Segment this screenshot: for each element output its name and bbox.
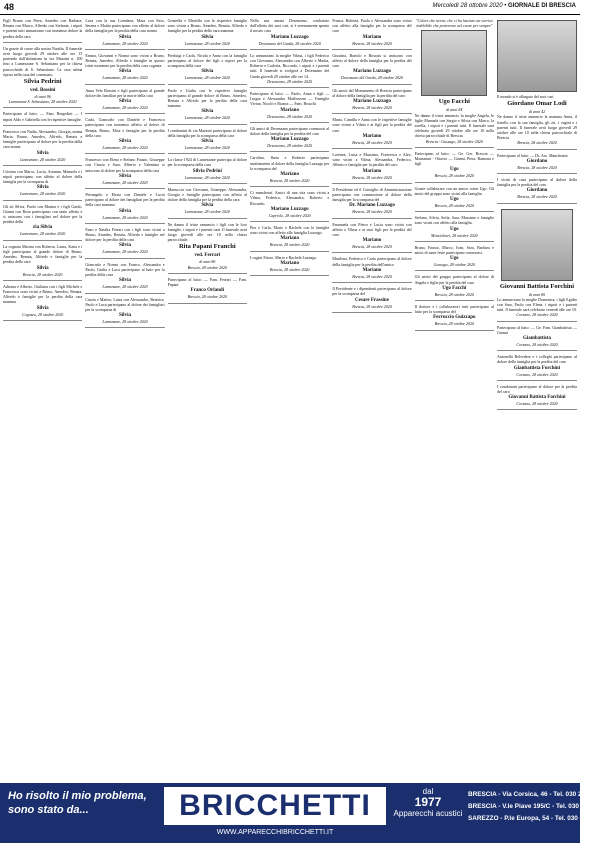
notice-date: Corzano, 28 ottobre 2020 (516, 371, 558, 377)
notice-date: Brescia - Gussago, 28 ottobre 2020 (425, 138, 483, 144)
notice-text: Franca, Roberta, Paolo e Alessandra sono vicini con affetto alla famiglia per la scomparsa del caro (332, 18, 412, 34)
deceased-name: Giovanni Battista Forchini (499, 282, 575, 290)
notice-text: Il Presidente e i dipendenti partecipano al dolore per la scomparsa del (332, 286, 412, 297)
notice-text: Graziella e Mariella con le rispettive famiglie sono vicine a Bruno, Amedeo, Renata, Alfredo e famiglie per la perdita della cara mamma (167, 18, 247, 34)
column-3 (168, 17, 247, 780)
notice-text: Anna Vela Bossini e figli partecipano al grande dolore dei familiari per la morte della cara (85, 87, 165, 98)
deceased-name: Cesare Frassine (355, 297, 389, 303)
notice-date: Brescia, 28 ottobre 2020 (517, 194, 557, 200)
obituary-notice (168, 156, 247, 184)
notice-text: Partecipano al lutto: — Dr. Ass. Manchesini (496, 152, 568, 158)
notice-date: Brescia, 28 ottobre 2020 (352, 244, 392, 250)
notice-text: Partecipano al lutto: — Fam. Ferrari — Fam. Papani (167, 276, 247, 288)
column-6 (415, 17, 494, 780)
notice-text: Ci mancherai. Amici di una vita sono vicini a Vilma, Federico, Alessandra, Roberto e Riccardo. (249, 190, 330, 206)
obituary-notice (415, 303, 494, 331)
notice-text: Giustina, Bartolo e Rosaria si uniscono con affetto al dolore della famiglia per la perdita del caro (332, 52, 412, 69)
notice-date: Lumezzane, 28 ottobre 2020 (102, 249, 148, 255)
deceased-name: Silvia (119, 243, 131, 249)
notice-date: Brescia, 28 ottobre 2020 (352, 105, 392, 111)
notice-date: Lumezzane, 28 ottobre 2020 (102, 319, 148, 325)
deceased-age: di anni 84 (446, 107, 463, 113)
deceased-name: Silvia (201, 203, 214, 209)
deceased-name: Silvia Pedrini (192, 168, 222, 174)
notice-date: Lumezzane, 28 ottobre 2020 (102, 145, 148, 151)
notice-text: Un grazie di cuore alla nostra Natalia. Il funerale avrà luogo giovedì 29 ottobre alle ore 15 partendo dall'abitazione in via Mazzini n. 100 fino a Lumezzane S. Sebastiano per la chiesa parrocchiale di S. Sebastiano. La cara salma riposa nella casa del commiato. (3, 45, 83, 77)
notice-text: Francesco con Nadia, Alessandro, Giorgia, nonna Maria, Bruno, Amedeo, Alfredo, Renata e famiglie partecipano al dolore per la perdita della cara nonna (3, 128, 83, 150)
notice-text: Carolina, Ilaria e Roberto partecipano sentitamente al dolore della famiglia Luzzago per la scomparsa del (249, 155, 330, 171)
obituary-notice (3, 283, 82, 321)
notice-text: Cinzia e Matteo, Luisa con Alessandro, Beatrice, Paolo e Luca partecipano al dolore dei famigliari per la scomparsa di (85, 296, 165, 312)
deceased-age: di anni 96 (34, 94, 51, 100)
notice-text: Gli amici del Monumento di Brescia partecipano al dolore della famiglia per la perdita del caro (332, 87, 412, 98)
ad-slogan: Ho risolto il mio problema, sono stato da... (8, 790, 147, 816)
deceased-name: Mariano (362, 34, 382, 40)
notice-text: Adriana e Alberto, Giuliana con i figli Michele e Francesca sono vicini a Bruno, Amedeo, Renata, Alfredo e famiglie per la perdita della cara mamma (3, 283, 83, 305)
notice-date: Lumezzane, 28 ottobre 2020 (102, 75, 148, 81)
notice-text: Ne danno il triste annuncio i figli con le loro famiglie, i nipoti e i parenti tutti. Il funerale avrà luogo giovedì alle ore 10 nella chiesa parrocchiale. (167, 221, 247, 243)
notice-text: Il dottore e i collaboratori tutti partecipano al lutto per la scomparsa del (414, 304, 494, 315)
notice-text: Lo annunciano la moglie Vilma, i figli Federico con Giovanna, Alessandra con Alberto e Mattia, Roberto e Carlotta, Riccardo, i nipoti e i parenti tutti. Il funerale si svolgerà a Desenzano del Garda giovedì 29 ottobre alle ore 14. (249, 52, 330, 79)
deceased-age: di anni 80 (528, 291, 546, 297)
notice-text: I cugini Ettore, Mario e Rachele Luzzago. (249, 254, 318, 260)
header-date: Mercoledì 28 ottobre 2020 (432, 3, 503, 9)
notice-date: Corzano, 28 ottobre 2020 (516, 342, 558, 348)
portrait-photo (501, 209, 573, 281)
deceased-name: Silvia (119, 99, 131, 105)
notice-date: Lumezzane, 28 ottobre 2020 (20, 231, 66, 237)
portrait-photo (497, 20, 577, 92)
obituary-notice (3, 45, 82, 109)
obituary-notice (250, 154, 329, 187)
notice-date: Lumezzane, 28 ottobre 2020 (184, 209, 230, 215)
notice-date: Brescia, 28 ottobre 2020 (352, 303, 392, 309)
deceased-name: Mariano Luzzago (353, 99, 391, 105)
deceased-subname: ved. Bossini (30, 88, 56, 94)
deceased-name: Giambattista (522, 336, 551, 342)
notice-text: Bruno, Fausto, Marco, Ivan, Sara, Barbara e amici di tante feste partecipano commossi. (414, 244, 494, 256)
notice-text: Luca con la sua Loredana, Mara con Ezio, Serena e Mattia partecipano con affetto al dolore della famiglia per la perdita della cara nonna (85, 18, 165, 34)
notice-text: Emma, Giovanni e Nonna sono vicini a Bruno, Renata, Amedeo, Alfredo e famiglie in questo triste momento per la perdita della cara cognata (85, 52, 165, 69)
notice-date: Brescia, 28 ottobre 2020 (269, 242, 310, 248)
notice-text: Figli Bruno con Piera, Amedeo con Barbara, Renata con Marco, Alfredo con Stefania, i nipoti e parenti tutti annunciano con immenso dolore la perdita della cara (3, 18, 83, 39)
obituary-notice (3, 110, 82, 125)
deceased-name: Silvia (36, 305, 49, 311)
deceased-name: Mariano (280, 107, 299, 113)
obituary-notice (168, 127, 247, 155)
obituary-notice (85, 261, 164, 294)
notice-text: Nella sua amata Desenzano, confortato dall'affetto dei suoi cari, si è serenamente spento il nostro caro (249, 18, 330, 34)
deceased-name: Silvia (36, 185, 49, 191)
column-2 (85, 17, 164, 780)
notice-text: Partecipano al lutto: — Ge. Fam. Gianbattista — Gianni (496, 324, 577, 335)
notice-text: Francesco con Elena e Stefano Fausto, Giuseppe con Cinzia e Sara, Alberto e Valentina si uniscono al dolore per la scomparsa della cara (85, 157, 165, 173)
deceased-name: Silvia (201, 34, 214, 40)
notice-date: Brescia, 28 ottobre 2020 (269, 266, 310, 272)
deceased-name: Rita Papani Franchi (178, 243, 236, 251)
notice-text: Partecipano al lutto: — Paolo, Anna e figli — Luigia e Alessandra Maffezzoni — Famiglie Vivian, Nicolò e Bianca — Fam. Bruschi (249, 91, 330, 107)
notice-date: Lumezzane, 28 ottobre 2020 (20, 156, 66, 162)
ad-addresses (468, 789, 606, 825)
notice-text: Carla, Giancarlo con Daniele e Francesca partecipano con immenso affetto al dolore di Renata, Bruno, Elisa e famiglie per la perdita della cara (85, 117, 165, 138)
deceased-name: zia Silvia (33, 225, 53, 231)
notice-date: Brescia, 28 ottobre 2020 (269, 178, 310, 184)
notice-text: Gli zii Silvia, Paolo con Marina e i figli Guido, Gianni con Rosa partecipano con tanto affetto e si uniscono con i famigliari nel dolore per la perdita della (3, 203, 83, 225)
deceased-name: Gianbattista Forchini (513, 365, 561, 371)
deceased-name: Silvia (119, 173, 131, 179)
deceased-name: Silvia (36, 150, 49, 156)
obituary-notice (3, 128, 82, 166)
obituary-notice (85, 191, 164, 224)
notice-text: Il Presidente ed il Consiglio di Amministrazione partecipano con commozione al dolore della famiglia per la scomparsa del (332, 186, 412, 203)
notice-date: Lumezzane, 28 ottobre 2020 (184, 145, 230, 151)
notice-quote: "Colore che aveva, che ci ha lasciato un sorriso indelebile che porteremo nel cuore per sempre" (415, 18, 493, 29)
notice-text: Pier e Carla, Mario e Rachele con le famiglie sono vicini con affetto alla famiglia Luzzago. (249, 225, 330, 236)
deceased-name: Mariano Luzzago (270, 206, 309, 212)
notice-text: Pierluigi e Carla, Nicola e Anna con la famiglia partecipano al dolore dei figli e nipoti per la scomparsa della cara (167, 52, 247, 69)
obituary-notice (497, 17, 577, 150)
notice-date: Brescia, 28 ottobre 2020 (434, 173, 475, 179)
notice-text: I vicini di casa partecipano al dolore della famiglia per la perdita del caro (496, 177, 577, 188)
page-header (0, 0, 580, 15)
ad-since (392, 787, 464, 818)
deceased-name: Silvia (201, 109, 214, 115)
portrait-photo (421, 30, 487, 96)
obituary-notice (497, 152, 577, 174)
notice-date: Corzano, 28 ottobre 2020 (516, 401, 558, 407)
obituary-notice (3, 168, 82, 201)
notice-text: Il mondo si è allargato del suoi cari (496, 94, 554, 99)
ad-since-label: dal (422, 787, 434, 796)
column-1 (3, 17, 82, 780)
obituary-notice (250, 90, 329, 123)
obituary-notice (497, 383, 577, 411)
notice-text: Partecipano al lutto: — Fam. Bergedini — I nipoti Aldo e Gabriella con le rispettive famiglie. (3, 111, 83, 122)
notice-date: Brescia, 28 ottobre 2020 (352, 273, 392, 279)
deceased-name: Ugo (449, 197, 459, 203)
ad-since-year: 1977 (414, 795, 442, 809)
obituary-notice (3, 17, 82, 43)
deceased-name: Silvia (201, 139, 214, 145)
obituary-notice (3, 203, 82, 241)
notice-date: Lumezzane, 28 ottobre 2020 (184, 40, 230, 46)
ad-brand-logo: BRICCHETTI (164, 787, 386, 825)
deceased-name: Silvia (119, 313, 131, 319)
obituary-notice (497, 353, 577, 381)
deceased-name: Mariano (362, 267, 382, 273)
notice-date: Lumezzane, 28 ottobre 2020 (102, 105, 148, 111)
notice-date: Lumezzane, 28 ottobre 2020 (102, 284, 148, 290)
notice-date: Brescia, 28 ottobre 2020 (352, 209, 392, 215)
column-7 (497, 17, 577, 780)
obituary-notice (332, 255, 411, 283)
notice-text: Cristian con Marco, Lucia, Arianna, Manuela e i nipoti partecipano con affetto al dolore della famiglia per la scomparsa di (3, 168, 83, 185)
notice-text: La classe 1924 di Lumezzane partecipa al dolore per la scomparsa della cara (167, 157, 247, 168)
notice-text: Gli amici del gruppo partecipano al dolore di Angela e figlie per la perdita del caro (414, 274, 494, 285)
obituary-notice (168, 221, 247, 274)
obituary-notice (415, 17, 494, 148)
notice-date: Lumezzane, 28 ottobre 2020 (102, 214, 148, 220)
deceased-name: Silvia (119, 34, 131, 40)
deceased-name: Silvia (119, 139, 131, 145)
notice-date: Lumezzane, 28 ottobre 2020 (20, 191, 66, 197)
deceased-name: Franco Orlandi (190, 288, 225, 294)
notice-date: Brescia, 28 ottobre 2020 (352, 40, 392, 46)
notice-date: Lumezzane, 28 ottobre 2020 (102, 179, 148, 185)
deceased-age: di anni 86 (199, 259, 216, 265)
obituary-notice (85, 87, 164, 115)
obituary-notice (168, 87, 247, 125)
ad-address: BRESCIA - Via Corsica, 46 - Tel. 030 2429431 (468, 791, 603, 798)
deceased-name: Giordano Omar Lodi (507, 100, 567, 108)
deceased-name: Mariano Luzzago (270, 34, 309, 40)
notice-date: Desenzano del Garda, 28 ottobre 2020 (258, 40, 321, 46)
obituary-notice (332, 87, 411, 115)
notice-text: La cognata Marina con Roberta, Laura, Katia e i figli partecipano al grande dolore di Bruno, Amedeo, Renata, Alfredo e famiglie per la perdita della cara (3, 243, 83, 265)
notice-text: Marilena, Federica e Carlo partecipano al dolore della famiglia per la perdita dell'amico (332, 256, 412, 267)
obituary-notice (497, 324, 577, 352)
notice-date: Brescia, 28 ottobre 2020 (352, 139, 392, 145)
notice-text: Giancarlo e Noemi con Franco, Alessandra e Paolo, Giulia e Luca partecipano al lutto per la perdita della cara (85, 261, 165, 278)
notice-date: Gussago, 28 ottobre 2020 (433, 262, 476, 268)
deceased-name: Mariano Luzzago (353, 69, 391, 75)
notice-text: Maria, Camilla e Anna con le rispettive famiglie sono vicine a Vilma e ai figli per la perdita del caro (332, 117, 412, 133)
notice-text: Emanuela con Pietro e Lucia sono vicini con affetto a Vilma e ai suoi figli per la perdita del caro (332, 221, 412, 238)
deceased-name: Ugo Facchi (438, 98, 470, 106)
notice-text: Gli amici di Desenzano partecipano commossi al dolore della famiglia per la perdita del caro (249, 125, 330, 137)
notice-date: Brescia, 28 ottobre 2020 (434, 203, 475, 209)
notice-text: Lorenza, Luisa e Massimo, Francesca e Alex, sono vicini a Vilma, Alessandra, Federico, Alberto e famiglie per la perdita del caro (332, 152, 412, 168)
notice-text: Lo annunciano la moglie Domenica, i figli Egidio con Sara, Paolo con Elena, i nipoti e i parenti tutti. Il funerale sarà celebrato venerdì alle ore 10. (496, 296, 577, 313)
ad-address: SAREZZO - P.le Europa, 54 - Tel. 030 8908110 (468, 815, 605, 822)
deceased-name: Ugo (449, 167, 459, 173)
deceased-name: Ugo Facchi (442, 285, 467, 291)
deceased-name: Mariano (280, 236, 299, 242)
notice-text: Stefano, Silvia, Sofia, Sara, Massimo e famiglie sono vicini con affetto alla famiglia. (414, 215, 494, 226)
obituary-notice (415, 214, 494, 242)
notice-date: Lumezzane, 28 ottobre 2020 (102, 40, 148, 46)
notice-text: Mariuccia con Giovanni, Giuseppe, Alessandra, Giorgio e famiglie partecipano con affetto al dolore della famiglia per la perdita della cara (167, 186, 247, 203)
notice-text: Enzo e Natalia Ferrari con i figli sono vicini a Bruno, Amedeo, Renata, Alfredo e famiglie nel dolore per la perdita della cara (85, 226, 165, 243)
notice-date: Brescia, 28 ottobre 2020 (187, 294, 228, 300)
notice-date: Corzano, 28 ottobre 2020 (516, 312, 558, 318)
notice-text: I condomini partecipano al dolore per la perdita del caro (496, 383, 577, 395)
notice-date: Brescia, 28 ottobre 2020 (352, 174, 392, 180)
ad-since-desc: Apparecchi acustici (393, 809, 463, 818)
obituary-notice (250, 189, 329, 222)
deceased-name: Mariano (362, 238, 382, 244)
deceased-name: Giovanni Battista Forchini (508, 395, 566, 401)
deceased-name: Mariano (280, 260, 299, 266)
notice-date: Desenzano, 28 ottobre 2020 (267, 143, 313, 149)
notice-date: Lumezzane S. Sebastiano, 28 ottobre 2020 (8, 99, 77, 105)
deceased-name: Giordano (526, 158, 548, 164)
deceased-name: Silvia (201, 69, 214, 75)
obituary-notice (332, 186, 411, 219)
notice-date: Brescia, 28 ottobre 2020 (434, 321, 475, 327)
obituary-notice (332, 116, 411, 149)
notice-text: Antonella Belvedere e i colleghi partecipano al dolore della famiglia per la perdita del caro (496, 354, 577, 365)
obituary-notice (332, 17, 411, 50)
obituary-notice (85, 116, 164, 154)
notice-date: Lumezzane, 28 ottobre 2020 (184, 115, 230, 121)
deceased-name: Ugo (449, 256, 459, 262)
obituary-notice (497, 176, 577, 204)
notice-date: Cogozzo, 28 ottobre 2020 (22, 311, 64, 317)
notice-date: Desenzano, 28 ottobre 2020 (267, 78, 313, 84)
obituary-notice (85, 52, 164, 85)
notice-date: Brescia, 28 ottobre 2020 (187, 264, 228, 270)
advertisement-banner[interactable] (0, 783, 606, 843)
obituary-notice (85, 156, 164, 189)
obituary-notice (85, 296, 164, 329)
obituary-notice (250, 125, 329, 153)
notice-date: Lumezzane, 28 ottobre 2020 (184, 174, 230, 180)
obituary-notice (332, 285, 411, 313)
deceased-name: Ugo (449, 226, 459, 232)
notice-date: Brescia, 28 ottobre 2020 (517, 140, 557, 146)
deceased-subname: ved. Ferrari (194, 253, 221, 259)
obituary-notice (250, 52, 329, 88)
obituary-notice (250, 224, 329, 252)
obituary-notice (415, 150, 494, 183)
notice-text: I condomini di via Mazzini partecipano al dolore della famiglia per la scomparsa della cara (167, 127, 247, 138)
deceased-name: Mariano (280, 172, 299, 178)
column-4 (250, 17, 329, 780)
notice-text: Pierangelo e Elena con Daniele e Lucia partecipano al dolore dei famigliari per la perdita della cara mamma (85, 192, 165, 208)
notice-date: Capriolo, 28 ottobre 2020 (268, 212, 311, 218)
deceased-name: Silvia (119, 69, 131, 75)
obituary-notice (168, 186, 247, 219)
column-5 (332, 17, 411, 780)
obituary-notice (250, 17, 329, 50)
notice-date: Desenzano, 28 ottobre 2020 (267, 113, 313, 119)
header-date-paper: Mercoledì 28 ottobre 2020 • GIORNALE DI BRESCIA (432, 3, 576, 9)
obituary-notice (415, 185, 494, 213)
deceased-name: Giordano (526, 188, 548, 194)
obituary-notice (332, 221, 411, 254)
notice-date: Desenzano del Garda, 28 ottobre 2020 (340, 75, 404, 81)
deceased-name: Silvia (119, 208, 131, 214)
obituary-notice (332, 52, 411, 85)
notice-text: Partecipano al lutto: — Ge. Ger. Brescia — Montanari - Ottavio — Gianni, Piera, Ramona e figli (414, 150, 494, 167)
notice-date: Brescia, 28 ottobre 2020 (434, 291, 475, 297)
obituary-notice (168, 52, 247, 85)
deceased-name: Mariano Luzzago (270, 137, 309, 143)
deceased-name: Dr. Mariano Luzzago (349, 203, 395, 209)
notice-text: Ne danno il triste annuncio la mamma Anna, il fratello con la sua famiglia, gli zii, i cugini e i parenti tutti. Il funerale avrà luogo giovedì 29 ottobre alle ore 10 nella chiesa parrocchiale di Brescia. (496, 114, 577, 141)
notice-date: Lumezzane, 28 ottobre 2020 (184, 75, 230, 81)
obituary-notice (85, 226, 164, 259)
deceased-name: Ferruccio Guizzapo (433, 315, 476, 321)
obituary-notice (168, 17, 247, 50)
deceased-name: Silvia (36, 265, 49, 271)
obituary-notice (415, 244, 494, 272)
deceased-name: Mariano (362, 133, 382, 139)
page-number: 48 (4, 2, 15, 12)
deceased-name: Silvia Pedrini (23, 78, 62, 86)
ad-website[interactable]: WWW.APPARECCHIBRICCHETTI.IT (216, 829, 334, 836)
notice-text: Ne danno il triste annuncio la moglie Angela, le figlie Manuela con Sergio e Silvia con Marco, la sorella, i nipoti e i parenti tutti. Il funerale sarà celebrato giovedì 29 ottobre alle ore 10 nella chiesa parrocchiale di Brescia. (414, 112, 494, 139)
notice-text: Paolo e Giulia con le rispettive famiglie partecipano al grande dolore di Bruno, Amedeo, Renata e Alfredo per la perdita della cara mamma (167, 87, 247, 109)
obituary-notice (85, 17, 164, 50)
header-paper: GIORNALE DI BRESCIA (507, 3, 576, 9)
obituary-columns (3, 17, 577, 780)
ad-address: BRESCIA - V.le Piave 195/C - Tel. 030 5235195 (468, 803, 606, 810)
notice-date: Brescia, 28 ottobre 2020 (517, 164, 557, 170)
obituary-notice (168, 276, 247, 304)
obituary-notice (332, 151, 411, 184)
deceased-name: Silvia (119, 278, 131, 284)
obituary-notice (415, 273, 494, 301)
deceased-age: di anni 42 (528, 109, 546, 115)
notice-date: Brescia, 28 ottobre 2020 (22, 271, 63, 277)
notice-date: Montichiari, 28 ottobre 2020 (431, 232, 478, 238)
obituary-notice (250, 254, 329, 276)
obituary-notice (3, 243, 82, 281)
notice-text: Grazie collaborare con un amico come Ugo. Gli amici del gruppo sono vicini alla famiglia. (414, 185, 494, 196)
deceased-name: Mariano (362, 168, 382, 174)
obituary-notice (497, 206, 577, 322)
